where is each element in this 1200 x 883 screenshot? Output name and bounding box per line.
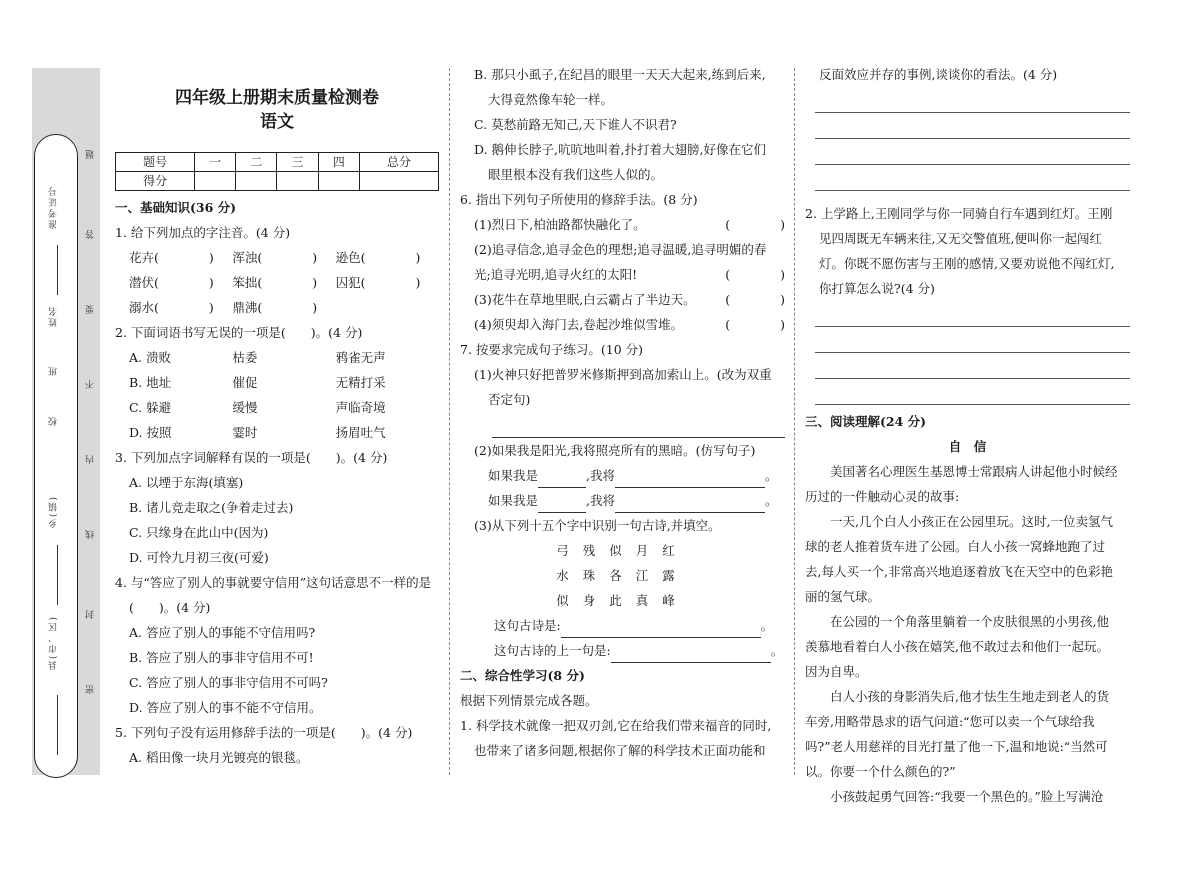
section-heading: 二、综合性学习(8 分) <box>460 668 585 683</box>
label-school: 校 <box>49 415 59 426</box>
page-title: 四年级上册期末质量检测卷 <box>175 88 379 108</box>
answer-line[interactable] <box>815 113 1130 139</box>
question: 1. 给下列加点的字注音。(4 分) <box>115 225 291 240</box>
question-cont: ( )。(4 分) <box>129 600 211 615</box>
sub-question-cont: 否定句) <box>488 392 531 407</box>
answer-line[interactable] <box>815 165 1130 191</box>
reading-line: 球的老人推着货车进了公园。白人小孩一窝蜂地跑了过 <box>805 539 1106 554</box>
option: D. 鹅伸长脖子,吭吭地叫着,扑打着大翅膀,好像在它们 <box>474 142 766 157</box>
binding-oval <box>34 134 78 778</box>
option-cont: 大得竟然像车轮一样。 <box>488 92 614 107</box>
answer-line[interactable] <box>815 327 1130 353</box>
score-table <box>115 152 439 191</box>
column-divider <box>794 68 795 775</box>
section-intro: 根据下列情景完成各题。 <box>460 693 598 708</box>
option-row: C. 躲避 缓慢 声临奇境 <box>129 400 386 415</box>
poem-grid-row: 弓残似月红 <box>556 543 689 558</box>
option: A. 答应了别人的事能不守信用吗? <box>129 625 316 640</box>
seal-char: 要 <box>86 303 96 314</box>
score-cell[interactable] <box>195 172 236 191</box>
column-3 <box>805 62 1130 809</box>
option: D. 可怜九月初三夜(可爱) <box>129 550 269 565</box>
pinyin-row: 潜伏( ) 笨拙( ) 囚犯( ) <box>129 275 421 290</box>
option: B. 那只小虱子,在纪昌的眼里一天天大起来,练到后来, <box>474 67 766 82</box>
reading-line: 美国著名心理医生基恩博士常跟病人讲起他小时候经 <box>830 464 1118 479</box>
option: D. 答应了别人的事不能不守信用。 <box>129 700 322 715</box>
poem-prev-answer[interactable]: 这句古诗的上一句是: 。 <box>460 638 785 663</box>
question-cont: 灯。你既不愿伤害与王刚的感情,又要劝说他不闯红灯, <box>819 256 1115 271</box>
label-exam-number: 准考证号 <box>49 185 59 229</box>
rhetoric-item: 光;追寻光明,追寻火红的太阳! ( ) <box>474 267 785 282</box>
question: 4. 与“答应了别人的事就要守信用”这句话意思不一样的是 <box>115 575 432 590</box>
score-header-cell: 总分 <box>359 153 438 172</box>
reading-line: 历过的一件触动心灵的故事: <box>805 489 960 504</box>
reading-line: 一天,几个白人小孩正在公园里玩。这时,一位卖氢气 <box>830 514 1113 529</box>
section-heading: 一、基础知识(36 分) <box>115 200 237 215</box>
score-cell[interactable] <box>318 172 359 191</box>
rhetoric-item: (1)烈日下,柏油路都快融化了。 ( ) <box>474 217 785 232</box>
option: B. 答应了别人的事非守信用不可! <box>129 650 314 665</box>
reading-line: 因为自卑。 <box>805 664 868 679</box>
question: 7. 按要求完成句子练习。(10 分) <box>460 342 644 357</box>
reading-line: 吗?”老人用慈祥的目光打量了他一下,温和地说:“当然可 <box>805 739 1108 754</box>
poem-grid-row: 似身此真峰 <box>556 593 689 608</box>
sub-question: (3)从下列十五个字中识别一句古诗,并填空。 <box>474 518 721 533</box>
option-cont: 眼里根本没有我们这些人似的。 <box>488 167 664 182</box>
rhetoric-item: (4)须臾却入海门去,卷起沙堆似雪堆。 ( ) <box>474 317 785 332</box>
question: 3. 下列加点字词解释有误的一项是( )。(4 分) <box>115 450 388 465</box>
score-row-label: 得分 <box>116 172 195 191</box>
seal-char: 题 <box>86 148 96 159</box>
score-header-cell: 题号 <box>116 153 195 172</box>
seal-char: 答 <box>86 228 96 239</box>
column-divider <box>449 68 450 775</box>
reading-line: 在公园的一个角落里躺着一个皮肤很黑的小男孩,他 <box>830 614 1109 629</box>
seal-char: 线 <box>86 528 96 539</box>
option-row: D. 按照 霎时 扬眉吐气 <box>129 425 386 440</box>
option: C. 答应了别人的事非守信用不可吗? <box>129 675 328 690</box>
option: A. 稻田像一块月光镀亮的银毯。 <box>129 750 309 765</box>
label-name: 姓名 <box>49 305 59 327</box>
option: A. 以堙于东海(填塞) <box>129 475 244 490</box>
pinyin-row: 溺水( ) 鼎沸( ) <box>129 300 318 315</box>
seal-char: 封 <box>86 608 96 619</box>
question-cont: 反面效应并存的事例,谈谈你的看法。(4 分) <box>819 67 1058 82</box>
seal-char: 密 <box>86 683 96 694</box>
option: C. 只缘身在此山中(因为) <box>129 525 269 540</box>
question-cont: 也带来了诸多问题,根据你了解的科学技术正面功能和 <box>474 743 766 758</box>
score-cell[interactable] <box>359 172 438 191</box>
reading-line: 车旁,用略带恳求的语气问道:“您可以卖一个气球给我 <box>805 714 1095 729</box>
score-header-cell: 一 <box>195 153 236 172</box>
pinyin-row: 花卉( ) 浑浊( ) 逊色( ) <box>129 250 421 265</box>
reading-line: 白人小孩的身影消失后,他才怯生生地走到老人的货 <box>830 689 1109 704</box>
answer-line[interactable] <box>815 301 1130 327</box>
seal-char: 不 <box>86 378 96 389</box>
question-cont: 见四周既无车辆来往,又无交警值班,便叫你一起闯红 <box>819 231 1102 246</box>
poem-grid-row: 水珠各江露 <box>556 568 689 583</box>
rhetoric-item: (2)追寻信念,追寻金色的理想;追寻温暖,追寻明媚的春 <box>474 242 767 257</box>
reading-line: 小孩鼓起勇气回答:“我要一个黑色的。”脸上写满沧 <box>830 789 1104 804</box>
answer-line[interactable] <box>815 139 1130 165</box>
score-header-cell: 二 <box>236 153 277 172</box>
question: 2. 下面词语书写无误的一项是( )。(4 分) <box>115 325 363 340</box>
answer-line[interactable] <box>492 412 785 438</box>
seal-char: 内 <box>86 453 96 464</box>
sub-question: (1)火神只好把普罗米修斯押到高加索山上。(改为双重 <box>474 367 772 382</box>
question: 1. 科学技术就像一把双刃剑,它在给我们带来福音的同时, <box>460 718 772 733</box>
binding-strip <box>32 68 100 775</box>
subject-title: 语文 <box>260 112 294 132</box>
score-header-cell: 三 <box>277 153 318 172</box>
fill-line[interactable]: 如果我是 ,我将 。 <box>460 463 785 488</box>
reading-line: 去,每人买一个,非常高兴地追逐着放飞在天空中的色彩艳 <box>805 564 1113 579</box>
label-class: 班 <box>49 365 59 376</box>
score-cell[interactable] <box>236 172 277 191</box>
question: 2. 上学路上,王刚同学与你一同骑自行车遇到红灯。王刚 <box>805 206 1113 221</box>
score-cell[interactable] <box>277 172 318 191</box>
answer-line[interactable] <box>815 379 1130 405</box>
label-town: 乡(镇) <box>49 495 59 529</box>
label-county: 县(市、区) <box>49 615 59 671</box>
rhetoric-item: (3)花牛在草地里眠,白云霸占了半边天。 ( ) <box>474 292 785 307</box>
option: C. 莫愁前路无知己,天下谁人不识君? <box>474 117 677 132</box>
reading-line: 羡慕地看着白人小孩在嬉笑,他不敢过去和他们一起玩。 <box>805 639 1109 654</box>
column-1 <box>115 62 439 770</box>
question-cont: 你打算怎么说?(4 分) <box>819 281 935 296</box>
reading-title: 自 信 <box>948 439 987 454</box>
option-row: A. 溃败 枯委 鸦雀无声 <box>129 350 386 365</box>
fill-line[interactable]: 如果我是 ,我将 。 <box>460 488 785 513</box>
option-row: B. 地址 催促 无精打采 <box>129 375 386 390</box>
score-header-cell: 四 <box>318 153 359 172</box>
question: 5. 下列句子没有运用修辞手法的一项是( )。(4 分) <box>115 725 413 740</box>
poem-answer[interactable]: 这句古诗是: 。 <box>460 613 785 638</box>
reading-line: 丽的氢气球。 <box>805 589 881 604</box>
reading-line: 以。你要一个什么颜色的?” <box>805 764 956 779</box>
sub-question: (2)如果我是阳光,我将照亮所有的黑暗。(仿写句子) <box>474 443 756 458</box>
section-heading: 三、阅读理解(24 分) <box>805 414 927 429</box>
answer-line[interactable] <box>815 353 1130 379</box>
question: 6. 指出下列句子所使用的修辞手法。(8 分) <box>460 192 698 207</box>
answer-line[interactable] <box>815 87 1130 113</box>
option: B. 诸儿竞走取之(争着走过去) <box>129 500 294 515</box>
column-2 <box>460 62 785 763</box>
